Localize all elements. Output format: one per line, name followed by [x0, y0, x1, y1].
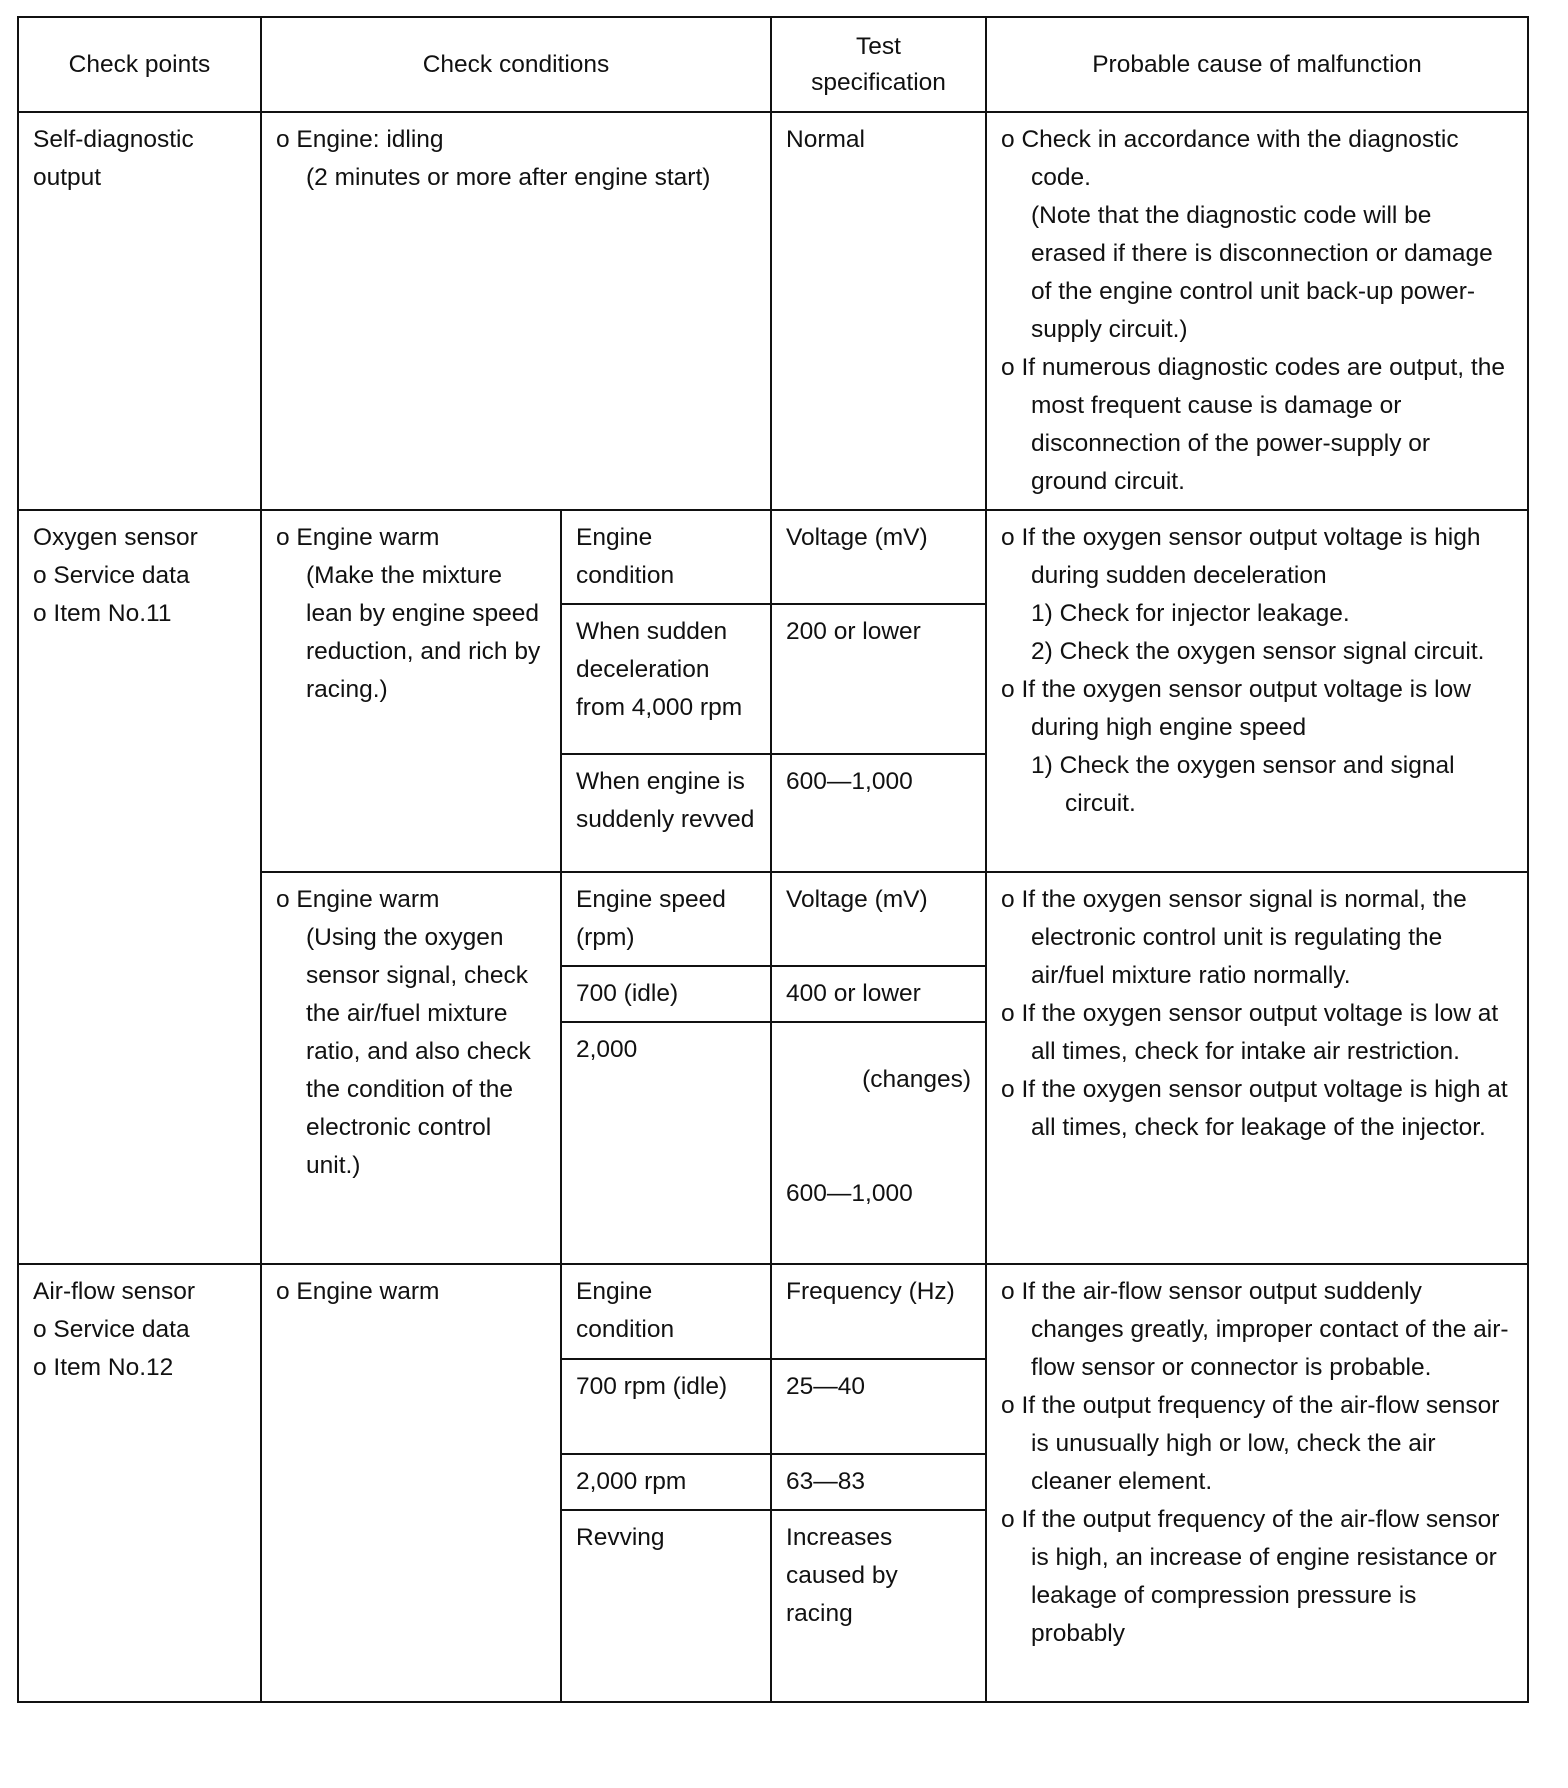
oxygen-g1-cause-sub1: 1) Check for injector leakage. [1031, 600, 1350, 627]
self-diag-cause [986, 112, 1528, 510]
oxygen-g1-header-row [18, 510, 1528, 604]
self-diag-check-point-line1: Self-diagnostic [33, 126, 194, 153]
oxygen-g2-condition [261, 872, 561, 1264]
self-diag-condition [261, 112, 771, 510]
airflow-row2-label: 2,000 rpm [561, 1454, 771, 1510]
airflow-check-point-line2: o Service data [33, 1316, 190, 1343]
oxygen-g2-cause-item2: o If the oxygen sensor output voltage is low at all times, check for intake air restriction. [1001, 1000, 1499, 1065]
airflow-row3-value: Increases caused by racing [771, 1510, 986, 1702]
airflow-spec-header: Frequency (Hz) [771, 1264, 986, 1359]
oxygen-g2-row2-value-note: (changes) [862, 1066, 972, 1093]
oxygen-g1-condition-line2: (Make the mixture lean by engine speed reduction, and rich by racing.) [306, 562, 541, 703]
self-diag-condition-line2: (2 minutes or more after engine start) [306, 164, 711, 191]
airflow-sub-header: Engine condition [561, 1264, 771, 1359]
header-row [18, 17, 1528, 112]
header-test-specification [771, 17, 986, 112]
oxygen-g1-row1-value: 200 or lower [771, 604, 986, 754]
oxygen-g2-row1-label: 700 (idle) [561, 966, 771, 1022]
self-diag-condition-line1: o Engine: idling [276, 126, 444, 153]
oxygen-g1-sub-header: Engine condition [561, 510, 771, 604]
header-check-points: Check points [18, 17, 261, 112]
airflow-cause-item2: o If the output frequency of the air-flow sensor is unusually high or low, check the air cleaner element. [1001, 1392, 1500, 1495]
oxygen-g2-spec-header: Voltage (mV) [771, 872, 986, 966]
oxygen-g2-cause-item1: o If the oxygen sensor signal is normal, the electronic control unit is regulating the air/fuel mixture ratio normally. [1001, 886, 1467, 989]
oxygen-g2-condition-line2: (Using the oxygen sensor signal, check the air/fuel mixture ratio, and also check the condition of the electronic control unit.) [306, 924, 531, 1179]
oxygen-g2-row2-label: 2,000 [561, 1022, 771, 1264]
oxygen-g1-row1-label: When sudden deceleration from 4,000 rpm [561, 604, 771, 754]
oxygen-check-point-line2: o Service data [33, 562, 190, 589]
self-diag-cause-note: (Note that the diagnostic code will be erased if there is disconnection or damage of the engine control unit back-up power-supply circuit.) [1031, 202, 1493, 343]
header-test-spec-line1: Test [856, 32, 901, 60]
oxygen-g1-cause-sub3: 1) Check the oxygen sensor and signal circuit. [1031, 752, 1455, 817]
oxygen-g1-cause [986, 510, 1528, 872]
header-probable-cause: Probable cause of malfunction [986, 17, 1528, 112]
self-diag-check-point [18, 112, 261, 510]
oxygen-g1-row2-value: 600—1,000 [771, 754, 986, 872]
oxygen-g2-row2-value [771, 1022, 986, 1264]
oxygen-g1-cause-item1: o If the oxygen sensor output voltage is high during sudden deceleration [1001, 524, 1481, 589]
airflow-row1-label: 700 rpm (idle) [561, 1359, 771, 1454]
oxygen-g2-cause-item3: o If the oxygen sensor output voltage is high at all times, check for leakage of the injector. [1001, 1076, 1508, 1141]
airflow-row3-label: Revving [561, 1510, 771, 1702]
oxygen-g1-cause-item2: o If the oxygen sensor output voltage is low during high engine speed [1001, 676, 1471, 741]
self-diag-cause-item2: o If numerous diagnostic codes are output, the most frequent cause is damage or disconnection of the power-supply or ground circuit. [1001, 354, 1505, 495]
airflow-row2-value: 63—83 [771, 1454, 986, 1510]
airflow-cause-item3: o If the output frequency of the air-flow sensor is high, an increase of engine resistance or leakage of compression pressure is probably [1001, 1506, 1500, 1647]
oxygen-g2-row2-value-range: 600—1,000 [786, 1180, 913, 1207]
oxygen-g2-cause [986, 872, 1528, 1264]
self-diag-spec: Normal [771, 112, 986, 510]
oxygen-g2-condition-line1: o Engine warm [276, 886, 440, 913]
airflow-check-point-line1: Air-flow sensor [33, 1278, 196, 1305]
oxygen-check-point-line1: Oxygen sensor [33, 524, 198, 551]
header-test-spec-line2: specification [811, 68, 946, 96]
airflow-condition [261, 1264, 561, 1702]
row-self-diagnostic [18, 112, 1528, 510]
oxygen-g1-condition [261, 510, 561, 872]
self-diag-check-point-line2: output [33, 164, 102, 191]
airflow-header-row [18, 1264, 1528, 1359]
oxygen-g1-spec-header: Voltage (mV) [771, 510, 986, 604]
oxygen-check-point [18, 510, 261, 1264]
airflow-condition-line1: o Engine warm [276, 1278, 440, 1305]
oxygen-check-point-line3: o Item No.11 [33, 600, 172, 627]
self-diag-cause-item1: o Check in accordance with the diagnostic code. [1001, 126, 1459, 191]
oxygen-g2-row1-value: 400 or lower [771, 966, 986, 1022]
airflow-cause [986, 1264, 1528, 1702]
oxygen-g1-cause-sub2: 2) Check the oxygen sensor signal circuit. [1031, 638, 1485, 665]
airflow-cause-item1: o If the air-flow sensor output suddenly changes greatly, improper contact of the air-flow sensor or connector is probable. [1001, 1278, 1509, 1381]
header-check-conditions: Check conditions [261, 17, 771, 112]
inspection-table [17, 16, 1529, 1703]
oxygen-g2-sub-header: Engine speed (rpm) [561, 872, 771, 966]
airflow-check-point-line3: o Item No.12 [33, 1354, 174, 1381]
airflow-check-point [18, 1264, 261, 1702]
oxygen-g1-row2-label: When engine is suddenly revved [561, 754, 771, 872]
airflow-row1-value: 25—40 [771, 1359, 986, 1454]
oxygen-g1-condition-line1: o Engine warm [276, 524, 440, 551]
